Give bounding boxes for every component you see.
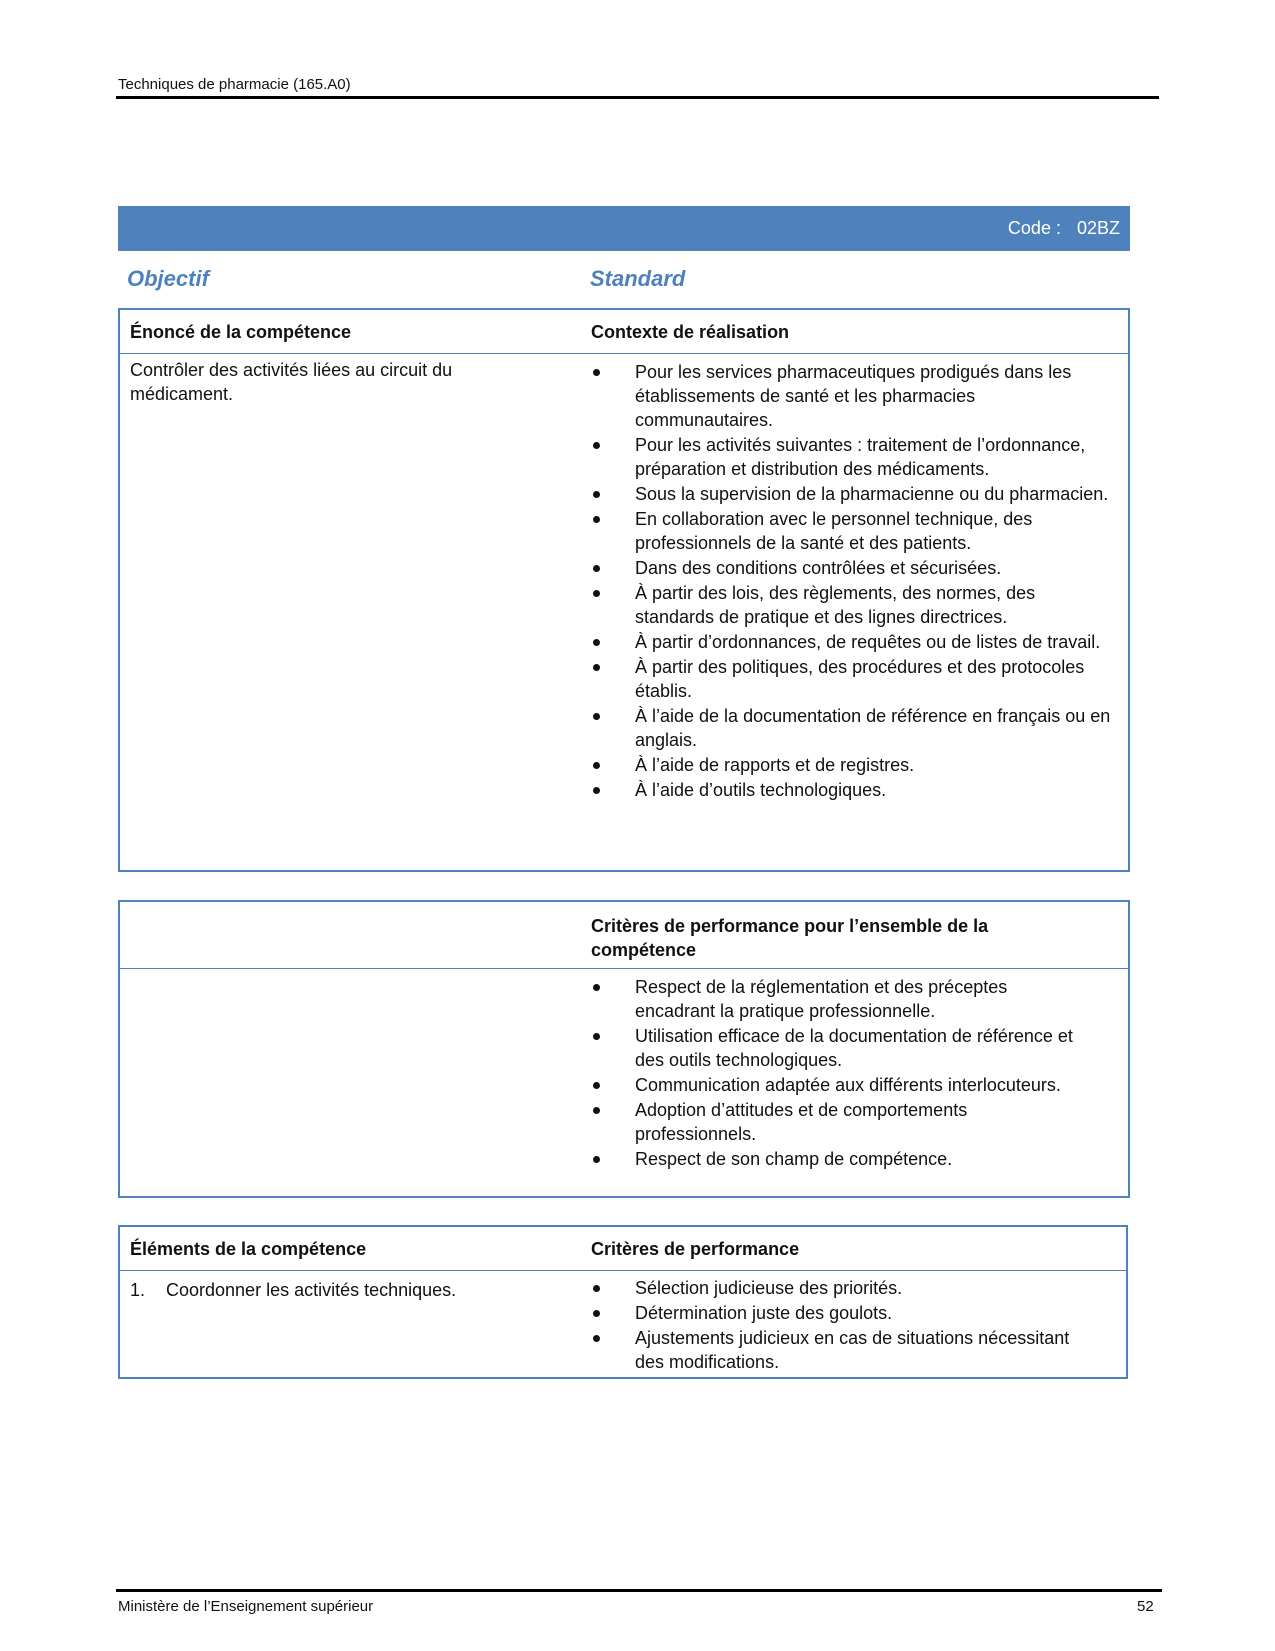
element-item [130,1278,570,1302]
bullet-icon [593,516,600,523]
list-item: Détermination juste des goulots. [591,1301,1091,1325]
footer-page-number: 52 [1137,1598,1154,1615]
running-header: Techniques de pharmacie (165.A0) [118,76,351,93]
bullet-icon [593,664,600,671]
col-head-elements: Éléments de la compétence [130,1239,367,1259]
col-head-contexte: Contexte de réalisation [591,322,790,342]
table-enonce-contexte [118,308,1130,872]
bullet-icon [593,1033,600,1040]
criteres-list [591,1276,1091,1375]
bullet-icon [593,713,600,720]
bullet-icon [593,984,600,991]
list-item: Ajustements judicieux en cas de situations nécessitant des modifications. [591,1326,1091,1374]
list-item: Respect de la réglementation et des préceptes encadrant la pratique professionnelle. [591,975,1081,1023]
list-item: À partir d’ordonnances, de requêtes ou de listes de travail. [591,630,1111,654]
element-number: 1. [130,1280,146,1300]
header-rule [116,96,1159,99]
list-item: Communication adaptée aux différents interlocuteurs. [591,1073,1081,1097]
list-item: Pour les services pharmaceutiques prodigués dans les établissements de santé et les pharmacies communautaires. [591,360,1111,432]
section-standard: Standard [590,266,686,291]
footer-ministry: Ministère de l’Enseignement supérieur [118,1598,374,1615]
table3-divider [120,1270,1126,1271]
element-text: Coordonner les activités techniques. [166,1280,457,1300]
bullet-icon [593,369,600,376]
bullet-icon [593,762,600,769]
contexte-list [591,360,1111,803]
footer-rule [116,1589,1162,1592]
col-head-criteres-ensemble: Critères de performance pour l’ensemble de la compétence [591,916,989,960]
list-item: Sélection judicieuse des priorités. [591,1276,1091,1300]
enonce-text: Contrôler des activités liées au circuit du médicament. [130,360,453,404]
col-head-enonce: Énoncé de la compétence [130,322,352,342]
table-elements-criteres [118,1225,1128,1379]
bullet-icon [593,1310,600,1317]
list-item: Adoption d’attitudes et de comportements professionnels. [591,1098,1081,1146]
code-label [1008,218,1120,239]
section-objectif: Objectif [127,266,209,291]
list-item: À l’aide de la documentation de référence en français ou en anglais. [591,704,1111,752]
bullet-icon [593,590,600,597]
list-item: Sous la supervision de la pharmacienne ou du pharmacien. [591,482,1111,506]
list-item: À l’aide de rapports et de registres. [591,753,1111,777]
bullet-icon [593,639,600,646]
list-item: En collaboration avec le personnel technique, des professionnels de la santé et des patients. [591,507,1111,555]
list-item: Pour les activités suivantes : traitement de l’ordonnance, préparation et distribution des médicaments. [591,433,1111,481]
bullet-icon [593,1285,600,1292]
list-item: Dans des conditions contrôlées et sécurisées. [591,556,1111,580]
code-band [118,206,1130,251]
bullet-icon [593,1335,600,1342]
table1-divider [120,353,1128,354]
bullet-icon [593,1082,600,1089]
code-value: 02BZ [1076,218,1120,238]
bullet-icon [593,491,600,498]
list-item: Respect de son champ de compétence. [591,1147,1081,1171]
list-item: Utilisation efficace de la documentation de référence et des outils technologiques. [591,1024,1081,1072]
table2-divider [120,968,1128,969]
code-label-text: Code : [1007,218,1061,238]
bullet-icon [593,787,600,794]
bullet-icon [593,565,600,572]
table-criteres-ensemble [118,900,1130,1198]
col-head-criteres: Critères de performance [591,1239,800,1259]
list-item: À l’aide d’outils technologiques. [591,778,1111,802]
bullet-icon [593,1156,600,1163]
criteres-ensemble-list [591,975,1081,1172]
bullet-icon [593,1107,600,1114]
list-item: À partir des politiques, des procédures et des protocoles établis. [591,655,1111,703]
list-item: À partir des lois, des règlements, des normes, des standards de pratique et des lignes directrices. [591,581,1111,629]
bullet-icon [593,442,600,449]
